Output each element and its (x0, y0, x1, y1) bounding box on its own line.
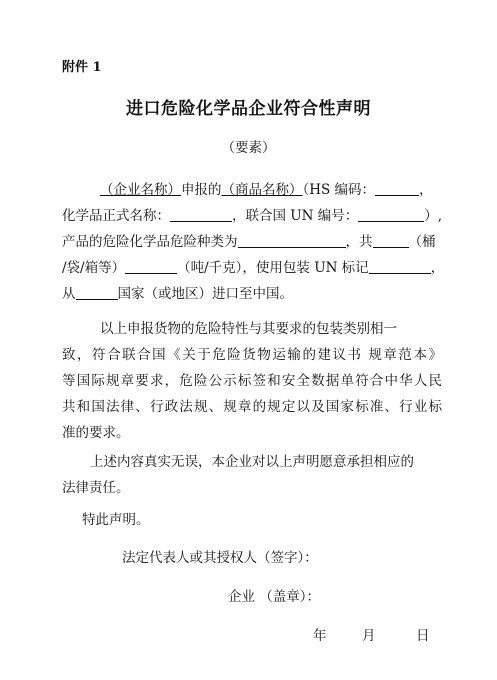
origin-country-blank (76, 285, 118, 300)
closing-line: 特此声明。 (82, 512, 150, 528)
compliance-paragraph (62, 316, 442, 446)
text: ，共 (345, 234, 373, 250)
company-seal-label: 企业 （盖章）： (228, 589, 321, 605)
closing-paragraph (62, 507, 442, 533)
compliance-line-4: 共和国法律、行政法规、规章的规定以及国家标准、行业标 (62, 399, 442, 415)
company-name-field: （企业名称） (100, 182, 181, 198)
text: 化学品正式名称： (62, 208, 170, 224)
un-number-blank (358, 207, 424, 222)
declaration-line-2 (62, 203, 442, 229)
declaration-line-1 (62, 177, 442, 203)
compliance-line-3: 等国际规章要求，危险公示标签和安全数据单符合中华人民 (62, 373, 442, 389)
text: ， (419, 182, 433, 198)
attachment-label: 附件 1 (62, 60, 102, 75)
text: （桶 (408, 234, 436, 250)
text: 产品的危险化学品危险种类为 (62, 234, 238, 250)
compliance-line-1: 以上申报货物的危险特性与其要求的包装类别相一 (100, 321, 397, 337)
responsibility-line-1: 上述内容真实无误，本企业对以上声明愿意承担相应的 (90, 454, 414, 470)
declaration-paragraph (62, 177, 445, 307)
product-name-field: （商品名称） (221, 182, 303, 198)
responsibility-line-2: 法律责任。 (62, 480, 130, 496)
text: ）, (424, 208, 443, 224)
declaration-line-5 (62, 281, 442, 307)
compliance-line-5: 准的要求。 (62, 425, 130, 441)
text: ，联合国 UN 编号： (232, 208, 359, 224)
package-count-blank (373, 233, 409, 248)
text: （HS 编码： (302, 182, 376, 198)
declaration-line-4 (62, 255, 445, 281)
text: 从 (62, 286, 76, 302)
declaration-line-3 (62, 229, 442, 255)
responsibility-paragraph (62, 449, 442, 501)
text: 国家（或地区）进口至中国。 (117, 286, 293, 302)
text: 申报的 (181, 182, 222, 198)
text: ， (430, 260, 445, 276)
date-day-label: 日 (416, 628, 430, 644)
document-subtitle: （要素） (221, 140, 276, 156)
compliance-line-2: 致，符合联合国《关于危险货物运输的建议书 规章范本》 (62, 347, 442, 363)
text: （吨/千克），使用包装 UN 标记 (177, 260, 369, 276)
hs-code-blank (375, 181, 419, 196)
un-mark-blank (369, 259, 431, 274)
date-year-label: 年 (313, 628, 327, 644)
document-title: 进口危险化学品企业符合性声明 (126, 99, 371, 119)
date-month-label: 月 (362, 628, 376, 644)
hazard-class-blank (238, 233, 346, 248)
weight-blank (125, 259, 177, 274)
representative-signature-label: 法定代表人或其授权人（签字）： (122, 550, 318, 566)
text: /袋/箱等） (62, 260, 126, 276)
chemical-name-blank (170, 207, 232, 222)
